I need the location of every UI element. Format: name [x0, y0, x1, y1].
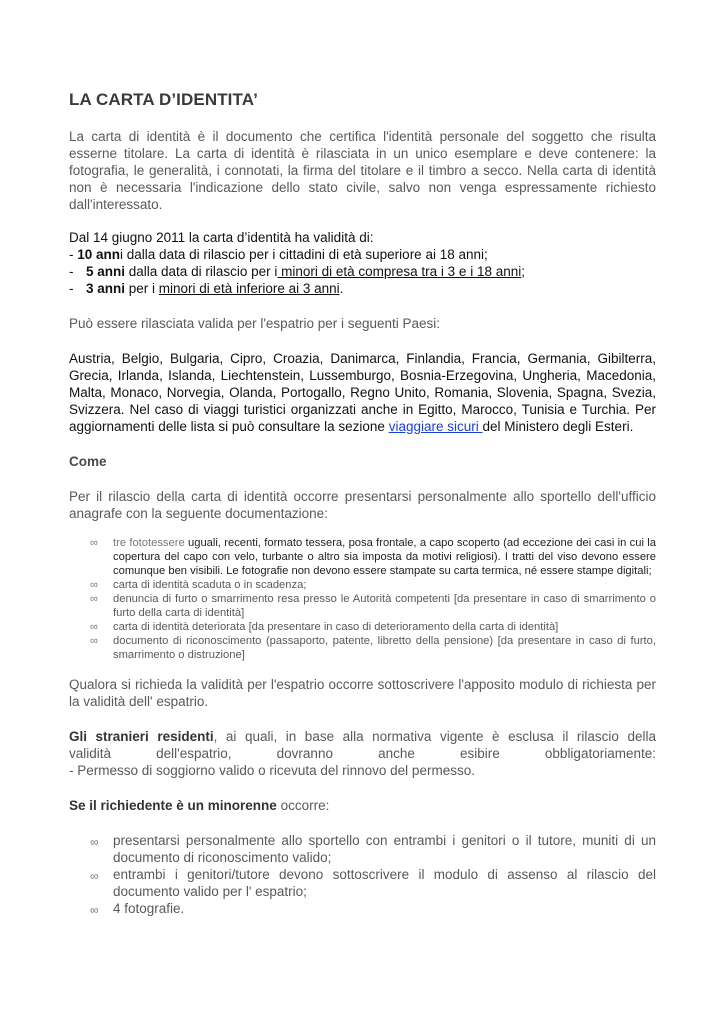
infinity-bullet-icon: ∞: [90, 621, 98, 633]
validity-line-10-years: - 10 anni dalla data di rilascio per i cittadini di età superiore ai 18 anni;: [69, 247, 488, 262]
page-title: LA CARTA D’IDENTITA’: [69, 90, 258, 109]
infinity-bullet-icon: ∞: [90, 537, 98, 549]
expatriation-note: Qualora si richieda la validità per l'espatrio occorre sottoscrivere l'apposito modulo di richiesta per la validità dell' espatrio.: [69, 677, 656, 709]
infinity-bullet-icon: ∞: [90, 903, 99, 917]
foreigners-paragraph: Gli stranieri residenti, ai quali, in base alla normativa vigente è esclusa il rilascio della validità dell'espatrio, dovranno anche esibire obbligatoriamente: - Permesso di soggiorno valido o ricevuta del rinnovo del permesso.: [69, 729, 656, 778]
viaggiare-sicuri-link[interactable]: viaggiare sicuri: [388, 419, 483, 434]
list-item: ∞ carta di identità deteriorata [da presentare in caso di deterioramento della carta di identità]: [90, 621, 559, 633]
countries-paragraph: Austria, Belgio, Bulgaria, Cipro, Croazia, Danimarca, Finlandia, Francia, Germania, Gibilterra, Grecia, Irlanda, Islanda, Liechtenstein, Lussemburgo, Bosnia-Erzegovina, Ungheria, Macedonia, Malta, Monaco, Norvegia, Olanda, Portogallo, Regno Unito, Romania, Slovenia, Spagna, Svezia, Svizzera. Nel caso di viaggi turistici organizzati anche in Egitto, Marocco, Tunisia e Turchia. Per aggiornamenti delle lista si può consultare la sezione viaggiare sicuri del Ministero degli Esteri.: [69, 351, 656, 434]
list-item: ∞ 4 fotografie.: [90, 901, 185, 917]
expatriation-intro: Può essere rilasciata valida per l'espatrio per i seguenti Paesi:: [69, 316, 441, 331]
come-intro: Per il rilascio della carta di identità occorre presentarsi personalmente allo sportello dell'ufficio anagrafe con la seguente documentazione:: [69, 489, 656, 521]
list-item: ∞ carta di identità scaduta o in scadenza;: [90, 579, 307, 591]
list-item: ∞ entrambi i genitori/tutore devono sottoscrivere il modulo di assenso al rilascio del documento valido per l' espatrio;: [90, 867, 656, 899]
minor-requirements-list: [69, 832, 656, 917]
validity-line-3-years: - 3 anni per i minori di età inferiore ai 3 anni.: [69, 281, 344, 296]
validity-heading: Dal 14 giugno 2011 la carta d’identità ha validità di:: [69, 230, 374, 245]
document-body: [69, 90, 656, 917]
infinity-bullet-icon: ∞: [90, 579, 98, 591]
infinity-bullet-icon: ∞: [90, 593, 98, 605]
infinity-bullet-icon: ∞: [90, 635, 98, 647]
list-item: ∞ documento di riconoscimento (passaporto, patente, libretto della pensione) [da presentare in caso di furto, smarrimento o distruzione]: [90, 635, 656, 661]
validity-line-5-years: - 5 anni dalla data di rilascio per i minori di età compresa tra i 3 e i 18 anni;: [69, 264, 525, 279]
intro-paragraph: La carta di identità è il documento che certifica l'identità personale del soggetto che risulta esserne titolare. La carta di identità è rilasciata in un unico esemplare e deve contenere: la fotografia, le generalità, i connotati, la firma del titolare e il timbro a secco. Nella carta di identità non è necessaria l'indicazione dello stato civile, salvo non venga espressamente richiesto dall'interessato.: [69, 129, 656, 212]
minor-heading: Se il richiedente è un minorenne occorre:: [69, 798, 330, 813]
list-item: ∞ tre fototessere uguali, recenti, formato tessera, posa frontale, a capo scoperto (ad eccezione dei casi in cui la copertura del capo con velo, turbante o altro sia imposta da motivi religiosi). I tratti del viso devono essere comunque ben visibili. Le fotografie non devono essere stampate su carta termica, né essere stampe digitali;: [90, 537, 656, 577]
documents-list: [69, 536, 656, 662]
validity-section: [69, 229, 656, 297]
infinity-bullet-icon: ∞: [90, 835, 99, 849]
list-item: ∞ denuncia di furto o smarrimento resa presso le Autorità competenti [da presentare in caso di smarrimento o furto della carta di identità]: [90, 593, 656, 619]
list-item: ∞ presentarsi personalmente allo sportello con entrambi i genitori o il tutore, muniti di un documento di riconoscimento valido;: [90, 833, 656, 865]
come-heading: Come: [69, 454, 107, 469]
infinity-bullet-icon: ∞: [90, 869, 99, 883]
